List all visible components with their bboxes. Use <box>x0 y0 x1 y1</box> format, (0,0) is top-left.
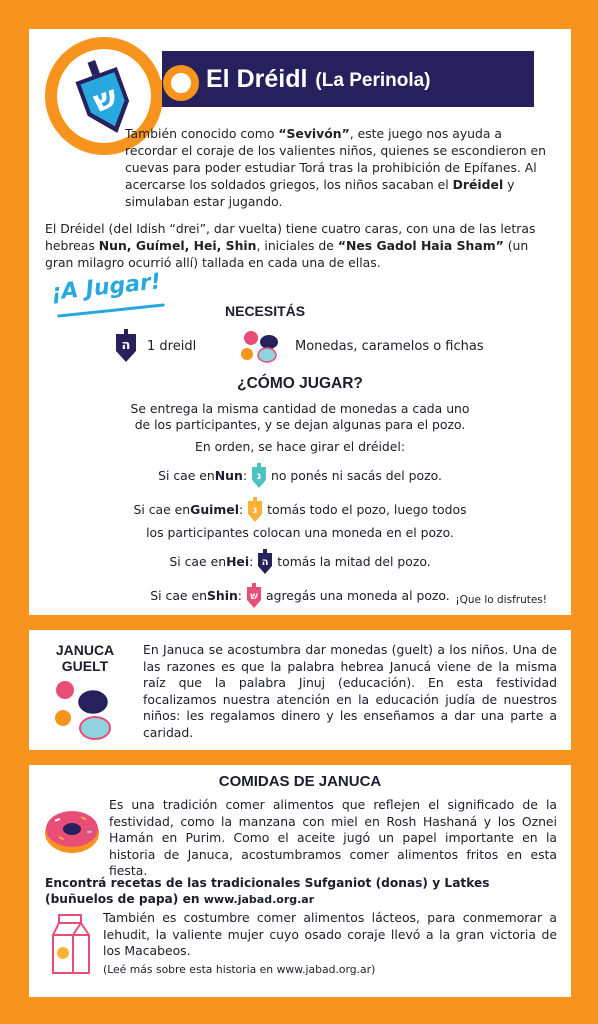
rule-hei: Si cae en Hei : ה tomás la mitad del pozo. <box>29 549 571 575</box>
hei-dreidl-icon <box>257 549 273 575</box>
svg-text:ג: ג <box>252 505 258 516</box>
recetas-link[interactable]: www.jabad.org.ar <box>203 893 315 906</box>
nun-dreidl-icon <box>251 463 267 489</box>
coins-icon <box>239 329 287 363</box>
title-bar <box>162 51 534 107</box>
intro-paragraph-1: También conocido como “Sevivón”, este juego nos ayuda a recordar el coraje de los valientes niños, quienes se escondieron en cuevas para poder estudiar Torá tras la prohibición de Epífanes. Al acercarse los soldados griegos, los niños sacaban el Dréidel y simulaban estar jugando. <box>125 126 546 209</box>
closing-note: ¡Que lo disfrutes! <box>455 594 547 606</box>
logo-ring <box>163 65 199 101</box>
page-subtitle: (La Perinola) <box>315 69 431 91</box>
svg-text:ה: ה <box>121 338 131 353</box>
coins-icon-large <box>49 680 123 744</box>
a-jugar-heading: ¡A Jugar! <box>49 269 163 306</box>
intro-text <box>45 125 555 281</box>
rule-nun: Si cae en Nun : נ no ponés ni sacás del pozo. <box>29 463 571 489</box>
comidas-heading: COMIDAS DE JANUCA <box>218 773 382 790</box>
rules-line-1: Se entrega la misma cantidad de monedas a cada uno <box>130 401 470 416</box>
guimel-dreidl-icon <box>247 497 263 523</box>
necesitas-heading: NECESITÁS <box>225 303 306 319</box>
need-item-coins <box>239 329 484 363</box>
lacteos-text: También es costumbre comer alimentos lácteos, para conmemorar a Iehudit, la valiente mujer cuyo osado coraje llevó a la gran victoria de los Macabeos. (Leé más sobre esta historia en www.jabad.org.ar) <box>103 910 557 978</box>
lacteos-note: (Leé más sobre esta historia en www.jabad.org.ar) <box>103 962 376 976</box>
need-item-dreidl <box>115 329 196 363</box>
guelt-heading: JANUCA GUELT <box>55 642 115 674</box>
como-jugar-heading: ¿CÓMO JUGAR? <box>237 375 363 392</box>
need-item-coins-label: Monedas, caramelos o fichas <box>295 338 484 354</box>
donut-icon <box>43 807 101 855</box>
a-jugar-underline <box>57 303 165 317</box>
comidas-panel <box>29 765 571 997</box>
need-item-dreidl-label: 1 dreidl <box>147 338 197 354</box>
page-title: El Dréidl <box>206 64 308 93</box>
rule-shin: Si cae en Shin : ש agregás una moneda al pozo. <box>29 583 571 609</box>
guelt-text: En Januca se acostumbra dar monedas (guelt) a los niños. Una de las razones es que la palabra hebrea Janucá viene de la misma raíz que la palabra Jinuj (educación). En esta festividad focalizamos nuestra atención en la educación judía de nuestros niños: les regalamos dinero y les enseñamos a dar una parte a caridad. <box>143 642 557 740</box>
svg-text:ש: ש <box>250 591 258 602</box>
dreidl-icon <box>115 329 137 363</box>
logo-letter: ש <box>88 79 122 120</box>
rules-line-3: En orden, se hace girar el dréidel: <box>194 439 406 454</box>
rules-block <box>29 401 571 609</box>
svg-text:נ: נ <box>256 471 262 482</box>
comidas-text: Es una tradición comer alimentos que reflejen el significado de la festividad, como la manzana con miel en Rosh Hashaná y los Oznei Hamán en Purim. Como el aceite jugó un papel importante en la historia de Januca, acostumbramos comer alimentos fritos en esta fiesta. <box>109 797 557 878</box>
rule-guimel-continued: los participantes colocan una moneda en el pozo. <box>146 525 454 540</box>
rules-line-2: de los participantes, y se dejan algunas para el pozo. <box>134 417 466 432</box>
recetas-text: Encontrá recetas de las tradicionales Sufganiot (donas) y Latkes (buñuelos de papa) en www.jabad.org.ar <box>45 876 490 906</box>
shin-dreidl-icon <box>246 583 262 609</box>
svg-text:ה: ה <box>261 557 269 568</box>
milk-carton-icon <box>51 913 91 975</box>
guelt-panel <box>29 630 571 750</box>
dreidl-panel <box>29 29 571 615</box>
intro-paragraph-2: El Dréidel (del Idish “drei”, dar vuelta) tiene cuatro caras, con una de las letras hebreas Nun, Guímel, Hei, Shin, iniciales de “Nes Gadol Haia Sham” (un gran milagro ocurrió allí) tallada en cada una de ellas. <box>45 221 536 270</box>
rule-guimel: Si cae en Guimel : ג tomás todo el pozo, luego todos <box>29 497 571 523</box>
